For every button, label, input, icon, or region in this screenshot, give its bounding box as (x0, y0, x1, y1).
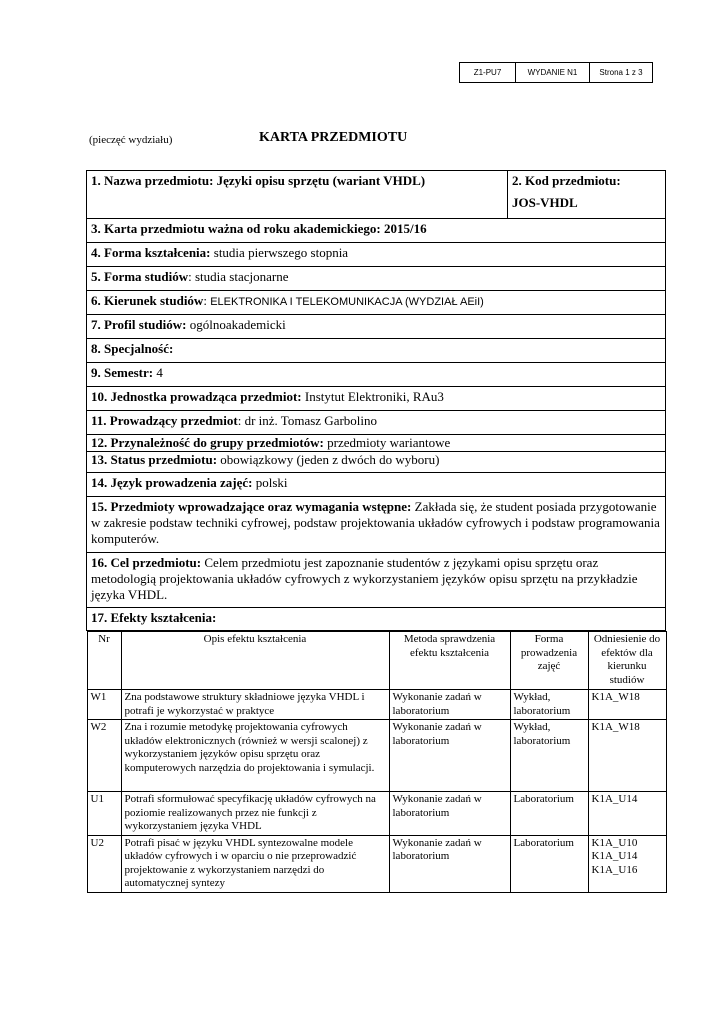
semester-value: 4 (153, 365, 163, 380)
course-name-field: 1. Nazwa przedmiotu: Języki opisu sprzętu (wariant VHDL) (91, 173, 426, 188)
outcome-nr: U2 (87, 835, 121, 892)
unit-label: 10. Jednostka prowadząca przedmiot: (91, 389, 302, 404)
language-label: 14. Język prowadzenia zajęć: (91, 475, 253, 490)
outcome-form: Laboratorium (510, 835, 588, 892)
specialty-label: 8. Specjalność: (91, 341, 174, 356)
table-row (87, 792, 666, 836)
reference-code: K1A_U10 (591, 836, 638, 849)
course-code-value: JOS-VHDL (512, 195, 578, 210)
col-header-reference: Odniesienie do efektów dla kierunku studiów (588, 632, 666, 690)
table-row (87, 835, 666, 892)
outcome-form: Laboratorium (510, 792, 588, 836)
page-number: Strona 1 z 3 (590, 63, 653, 83)
outcome-description: Potrafi pisać w języku VHDL syntezowalne modele układów cyfrowych i w oparciu o nie przeprowadzić projektowanie z wykorzystaniem narzędzi do automatycznej syntezy (121, 835, 389, 892)
document-code: Z1-PU7 (460, 63, 516, 83)
field-of-study-sep: : (203, 293, 211, 308)
col-header-method: Metoda sprawdzenia efektu kształcenia (389, 632, 510, 690)
col-header-description: Opis efektu kształcenia (121, 632, 389, 690)
outcome-method: Wykonanie zadań w laboratorium (389, 835, 510, 892)
outcome-form: Wykład, laboratorium (510, 720, 588, 792)
prerequisites-label: 15. Przedmioty wprowadzające oraz wymagania wstępne: (91, 499, 412, 514)
outcome-reference (588, 720, 666, 792)
outcome-description: Zna i rozumie metodykę projektowania cyfrowych układów elektronicznych (również w wersji scalonej) z wykorzystaniem języków opisu sprzętu oraz komputerowych narzędzia do projektowania i symulacji. (121, 720, 389, 792)
education-form-label: 4. Forma kształcenia: (91, 245, 211, 260)
outcome-method: Wykonanie zadań w laboratorium (389, 720, 510, 792)
valid-year-field: 3. Karta przedmiotu ważna od roku akademickiego: 2015/16 (91, 221, 427, 236)
subject-group-value: przedmioty wariantowe (323, 435, 451, 450)
page-title: KARTA PRZEDMIOTU (259, 130, 408, 145)
outcome-reference (588, 835, 666, 892)
unit-value: Instytut Elektroniki, RAu3 (301, 389, 444, 404)
lecturer-value: : dr inż. Tomasz Garbolino (237, 413, 378, 428)
reference-code: K1A_U14 (591, 793, 638, 805)
field-of-study-label: 6. Kierunek studiów (91, 293, 204, 308)
study-form-value: : studia stacjonarne (188, 269, 289, 284)
edition-label: WYDANIE N1 (516, 63, 590, 83)
outcome-nr: W2 (87, 720, 121, 792)
subject-status-label: 13. Status przedmiotu: (91, 452, 218, 467)
outcome-form: Wykład, laboratorium (510, 690, 588, 720)
outcome-reference (588, 792, 666, 836)
outcome-method: Wykonanie zadań w laboratorium (389, 690, 510, 720)
learning-outcomes-label: 17. Efekty kształcenia: (91, 610, 217, 625)
outcome-reference (588, 690, 666, 720)
outcome-method: Wykonanie zadań w laboratorium (389, 792, 510, 836)
field-of-study-value: ELEKTRONIKA I TELEKOMUNIKACJA (WYDZIAŁ AEiI) (210, 296, 484, 308)
course-code-label: 2. Kod przedmiotu: (512, 173, 621, 188)
table-row (87, 690, 666, 720)
subject-group-label: 12. Przynależność do grupy przedmiotów: (91, 435, 324, 450)
col-header-nr: Nr (87, 632, 121, 690)
learning-outcomes-table (87, 631, 667, 893)
education-form-value: studia pierwszego stopnia (210, 245, 349, 260)
col-header-form: Forma prowadzenia zajęć (510, 632, 588, 690)
study-profile-label: 7. Profil studiów: (91, 317, 187, 332)
course-goal-label: 16. Cel przedmiotu: (91, 555, 202, 570)
outcome-nr: U1 (87, 792, 121, 836)
table-header-row (87, 632, 666, 690)
faculty-stamp-label: (pieczęć wydziału) (89, 134, 173, 146)
study-form-label: 5. Forma studiów (91, 269, 189, 284)
semester-label: 9. Semestr: (91, 365, 154, 380)
document-header-box (459, 62, 653, 83)
outcome-description: Zna podstawowe struktury składniowe języka VHDL i potrafi je wykorzystać w praktyce (121, 690, 389, 720)
language-value: polski (252, 475, 288, 490)
outcome-nr: W1 (87, 690, 121, 720)
course-goal-value: Celem przedmiotu jest zapoznanie studentów z językami opisu sprzętu oraz metodologią projektowania układów cyfrowych z wykorzystaniem języków opisu sprzętu na przykładzie języka VHDL. (91, 555, 638, 602)
lecturer-label: 11. Prowadzący przedmiot (91, 413, 238, 428)
prerequisites-value: Zakłada się, że student posiada przygotowanie w zakresie podstaw techniki cyfrowej, podstaw projektowania układów cyfrowych i podstaw programowania komputerów. (91, 499, 660, 546)
reference-code: K1A_W18 (591, 721, 640, 733)
course-card-table (86, 170, 666, 893)
reference-code: K1A_U14 (591, 850, 638, 862)
reference-code: K1A_U16 (591, 863, 638, 876)
outcome-description: Potrafi sformułować specyfikację układów cyfrowych na poziomie realizowanych przez nie funkcji z wykorzystaniem języka VHDL (121, 792, 389, 836)
subject-status-value: obowiązkowy (jeden z dwóch do wyboru) (217, 452, 440, 467)
table-row (87, 720, 666, 792)
study-profile-value: ogólnoakademicki (186, 317, 286, 332)
reference-code: K1A_W18 (591, 691, 640, 703)
